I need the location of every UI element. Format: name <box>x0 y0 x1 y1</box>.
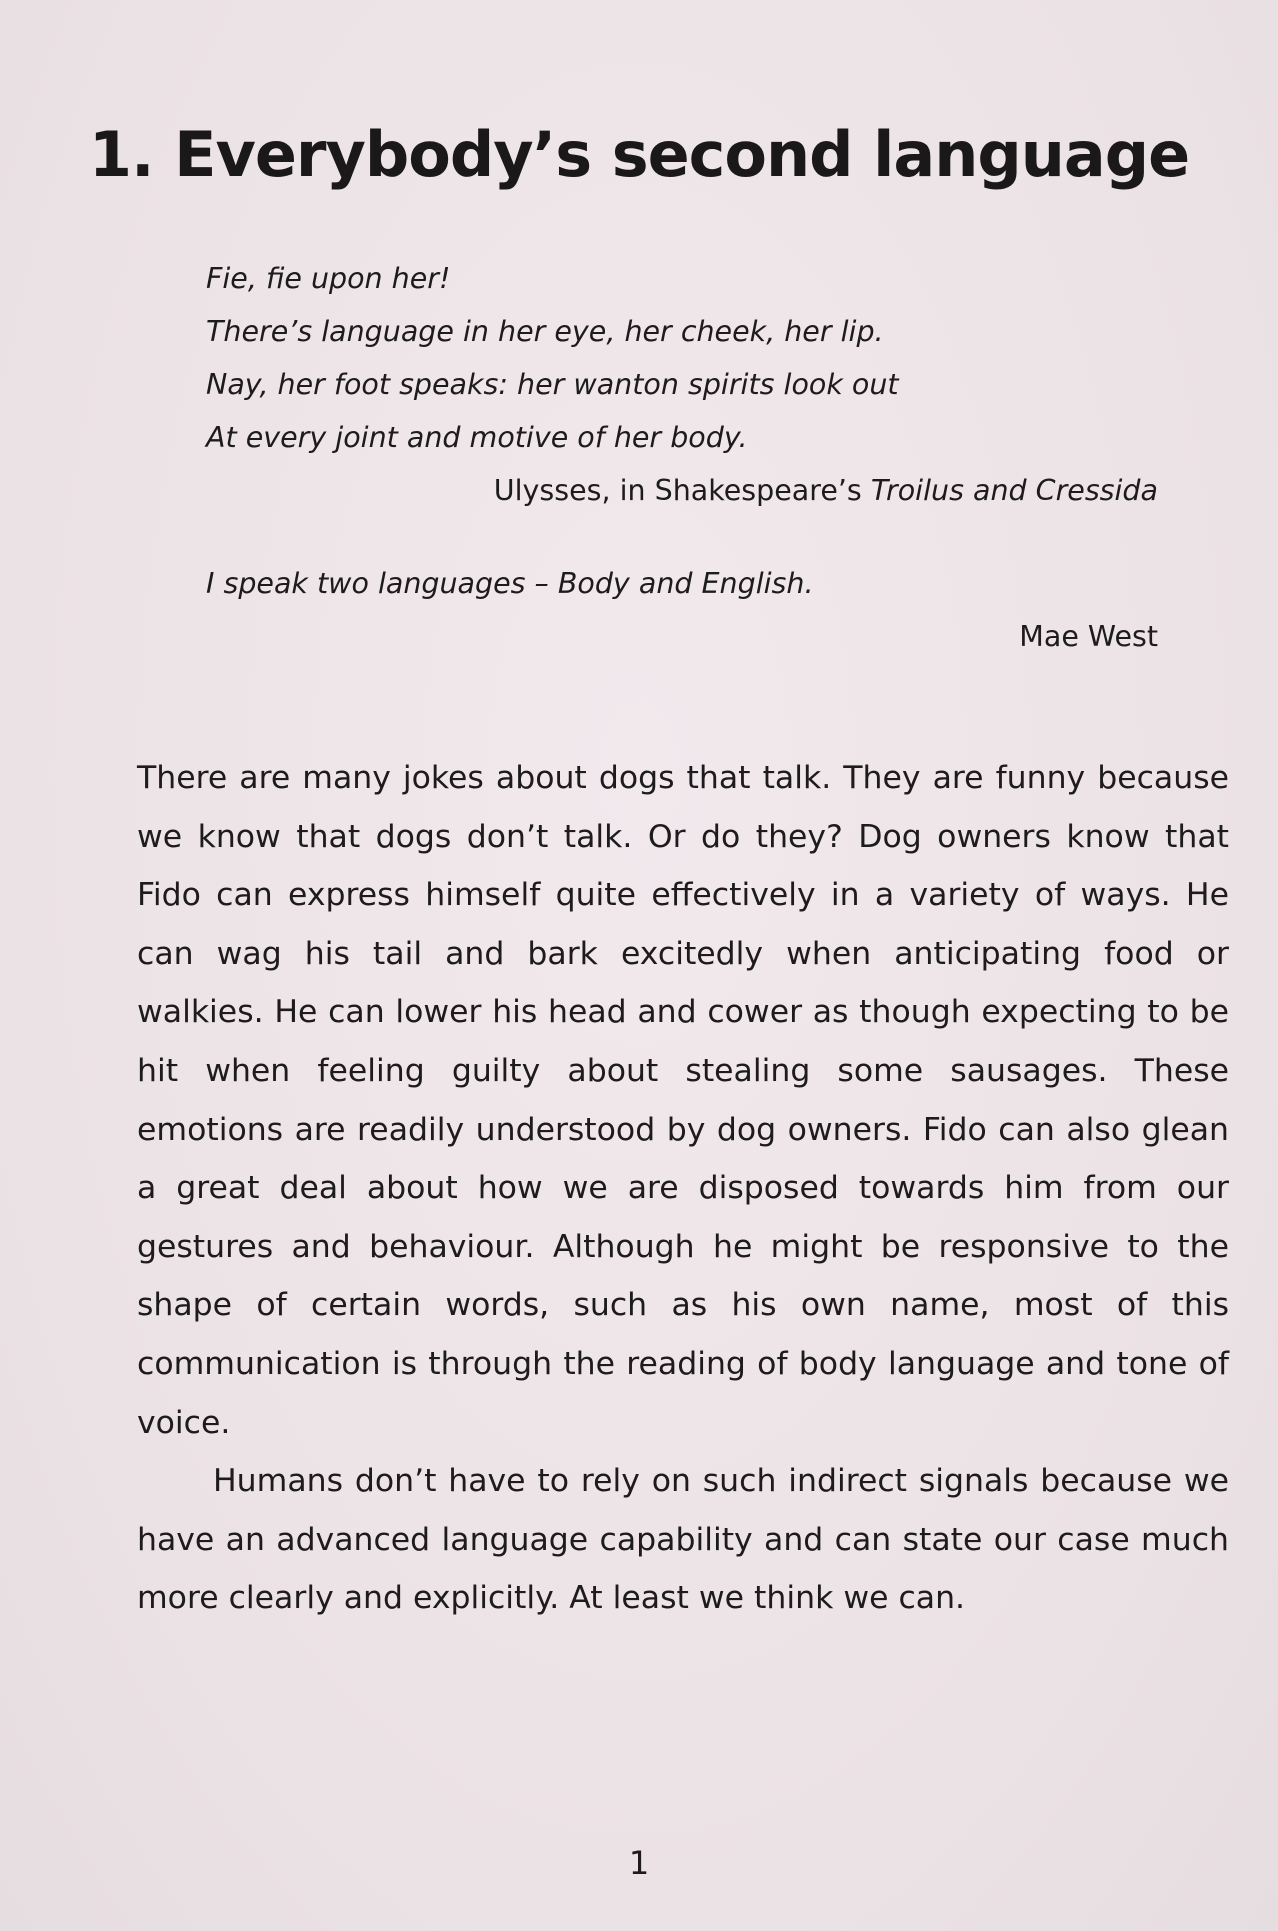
epigraph-attribution <box>206 464 1158 517</box>
epigraph-attribution: Mae West <box>1019 620 1158 653</box>
body-text <box>137 749 1229 1628</box>
page-number: 1 <box>628 1844 650 1882</box>
attribution-work: Troilus and Cressida <box>870 474 1158 507</box>
attribution-speaker: Ulysses, in Shakespeare’s <box>493 474 871 507</box>
epigraph-block <box>206 252 1158 663</box>
chapter-title: 1. Everybody’s second language <box>88 118 1190 191</box>
epigraph-line: I speak two languages – Body and English. <box>206 567 814 600</box>
epigraph-line: Nay, her foot speaks: her wanton spirits look out <box>206 368 899 401</box>
body-paragraph: There are many jokes about dogs that talk. They are funny because we know that dogs don’t talk. Or do they? Dog owners know that Fido can express himself quite effectively in a variety of ways. He can wag his tail and bark excitedly when anticipating food or walkies. He can lower his head and cower as though expecting to be hit when feeling guilty about stealing some sausages. These emotions are readily understood by dog owners. Fido can also glean a great deal about how we are disposed towards him from our gestures and behaviour. Although he might be responsive to the shape of certain words, such as his own name, most of this communication is through the reading of body language and tone of voice. <box>137 760 1229 1441</box>
body-paragraph: Humans don’t have to rely on such indirect signals because we have an advanced language capability and can state our case much more clearly and explicitly. At least we think we can. <box>137 1463 1229 1617</box>
epigraph-line: There’s language in her eye, her cheek, her lip. <box>206 315 884 348</box>
epigraph-line: Fie, fie upon her! <box>206 262 451 295</box>
epigraph-line: At every joint and motive of her body. <box>206 421 748 454</box>
